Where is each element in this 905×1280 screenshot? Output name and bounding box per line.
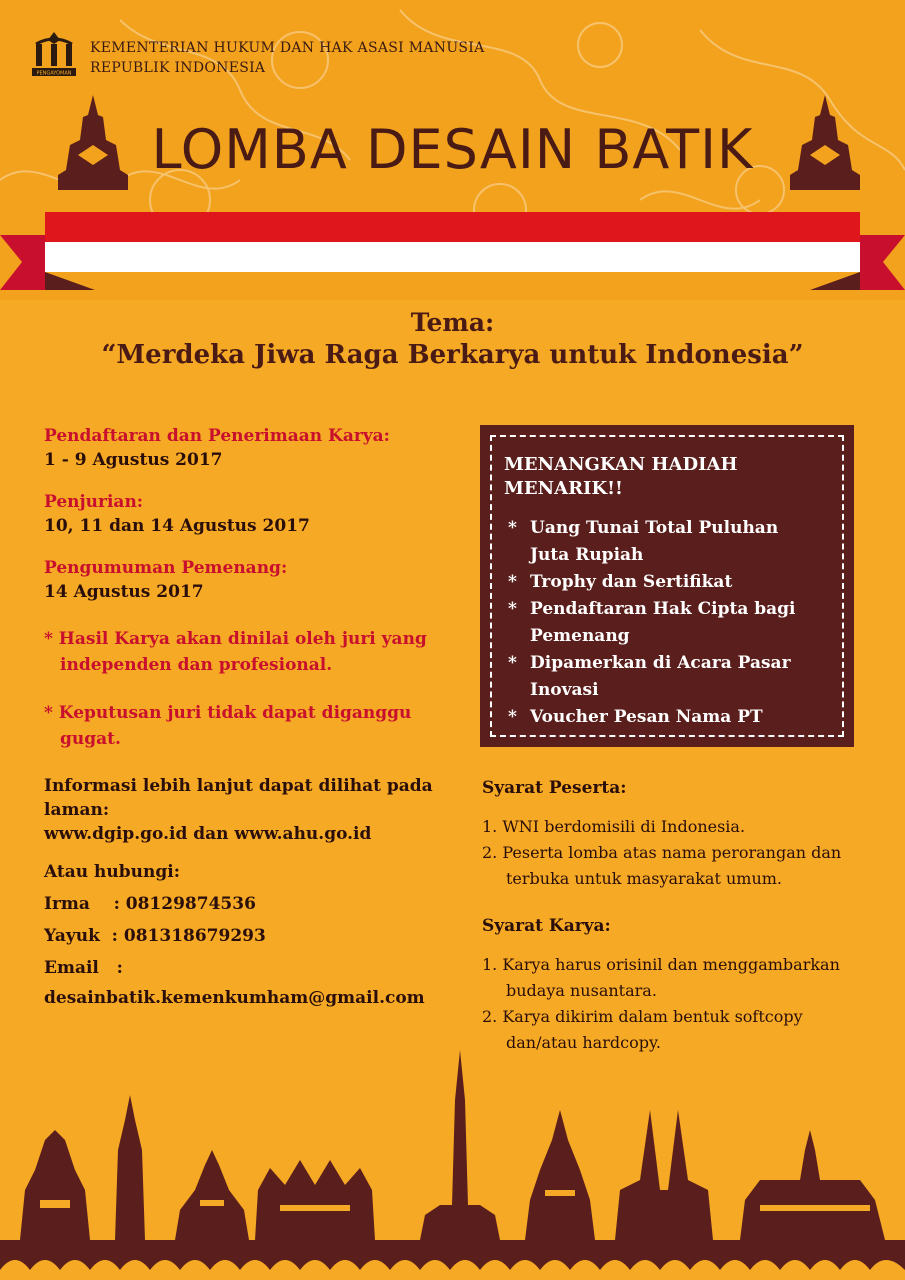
schedule-heading: Pengumuman Pemenang: bbox=[44, 558, 288, 578]
prize-item: * Trophy dan Sertifikat bbox=[502, 569, 822, 596]
tugu-icon bbox=[115, 1095, 145, 1240]
ministry-line-1: KEMENTERIAN HUKUM DAN HAK ASASI MANUSIA bbox=[90, 40, 485, 56]
prize-item: * Dipamerkan di Acara Pasar Inovasi bbox=[502, 650, 822, 704]
theme-text: “Merdeka Jiwa Raga Berkarya untuk Indonesia” bbox=[101, 340, 804, 370]
prize-item: * Voucher Pesan Nama PT bbox=[502, 704, 822, 731]
participant-req-item: 1. WNI berdomisili di Indonesia. bbox=[482, 817, 746, 836]
email-address[interactable]: desainbatik.kemenkumham@gmail.com bbox=[44, 988, 425, 1008]
stupa-icon bbox=[175, 1150, 249, 1240]
work-req-heading: Syarat Karya: bbox=[482, 916, 611, 936]
info-links[interactable]: www.dgip.go.id dan www.ahu.go.id bbox=[44, 824, 372, 844]
prize-item: * Uang Tunai Total Puluhan Juta Rupiah bbox=[502, 515, 822, 569]
monas-icon bbox=[420, 1050, 500, 1240]
landmarks-skyline bbox=[0, 1040, 905, 1280]
requirements-column bbox=[482, 776, 882, 1056]
prize-box bbox=[480, 425, 854, 747]
theme-label: Tema: bbox=[410, 308, 495, 337]
participant-req-item: 2. Peserta lomba atas nama perorangan dan terbuka untuk masyarakat umum. bbox=[482, 843, 842, 888]
ministry-logo-icon bbox=[30, 30, 78, 78]
schedule-value: 14 Agustus 2017 bbox=[44, 582, 204, 602]
email-label: Email : bbox=[44, 958, 123, 978]
pura-icon bbox=[525, 1110, 595, 1240]
logo-caption: PENGAYOMAN bbox=[36, 70, 72, 77]
schedule-value: 10, 11 dan 14 Agustus 2017 bbox=[44, 516, 310, 536]
work-req-item: 2. Karya dikirim dalam bentuk softcopy dan/atau hardcopy. bbox=[482, 1007, 803, 1052]
contact-irma: Irma : 08129874536 bbox=[44, 894, 256, 914]
prize-title-line-2: MENARIK!! bbox=[504, 478, 623, 499]
work-req-item: 1. Karya harus orisinil dan menggambarkan budaya nusantara. bbox=[482, 955, 840, 1000]
prize-list bbox=[502, 515, 822, 731]
page-title: LOMBA DESAIN BATIK bbox=[151, 118, 754, 181]
prize-item: * Pendaftaran Hak Cipta bagi Pemenang bbox=[502, 596, 822, 650]
note: * Keputusan juri tidak dapat diganggu gugat. bbox=[44, 703, 412, 749]
prize-title-line-1: MENANGKAN HADIAH bbox=[504, 454, 738, 475]
ministry-name bbox=[90, 38, 485, 78]
flag-ribbon bbox=[0, 210, 905, 300]
schedule-heading: Penjurian: bbox=[44, 492, 144, 512]
rumah-gadang-icon bbox=[255, 1160, 375, 1240]
contact-heading: Atau hubungi: bbox=[44, 862, 180, 882]
ministry-line-2: REPUBLIK INDONESIA bbox=[90, 60, 266, 76]
palace-icon bbox=[740, 1130, 885, 1240]
candi-bentar-icon bbox=[615, 1110, 713, 1240]
schedule-value: 1 - 9 Agustus 2017 bbox=[44, 450, 223, 470]
info-text: Informasi lebih lanjut dapat dilihat pada laman: bbox=[44, 776, 433, 820]
note: * Hasil Karya akan dinilai oleh juri yang independen dan profesional. bbox=[44, 629, 427, 675]
left-column bbox=[44, 424, 464, 1010]
contact-yayuk: Yayuk : 081318679293 bbox=[44, 926, 266, 946]
candi-icon bbox=[20, 1130, 90, 1240]
schedule-heading: Pendaftaran dan Penerimaan Karya: bbox=[44, 426, 390, 446]
participant-req-heading: Syarat Peserta: bbox=[482, 778, 627, 798]
prize-title bbox=[504, 453, 737, 501]
